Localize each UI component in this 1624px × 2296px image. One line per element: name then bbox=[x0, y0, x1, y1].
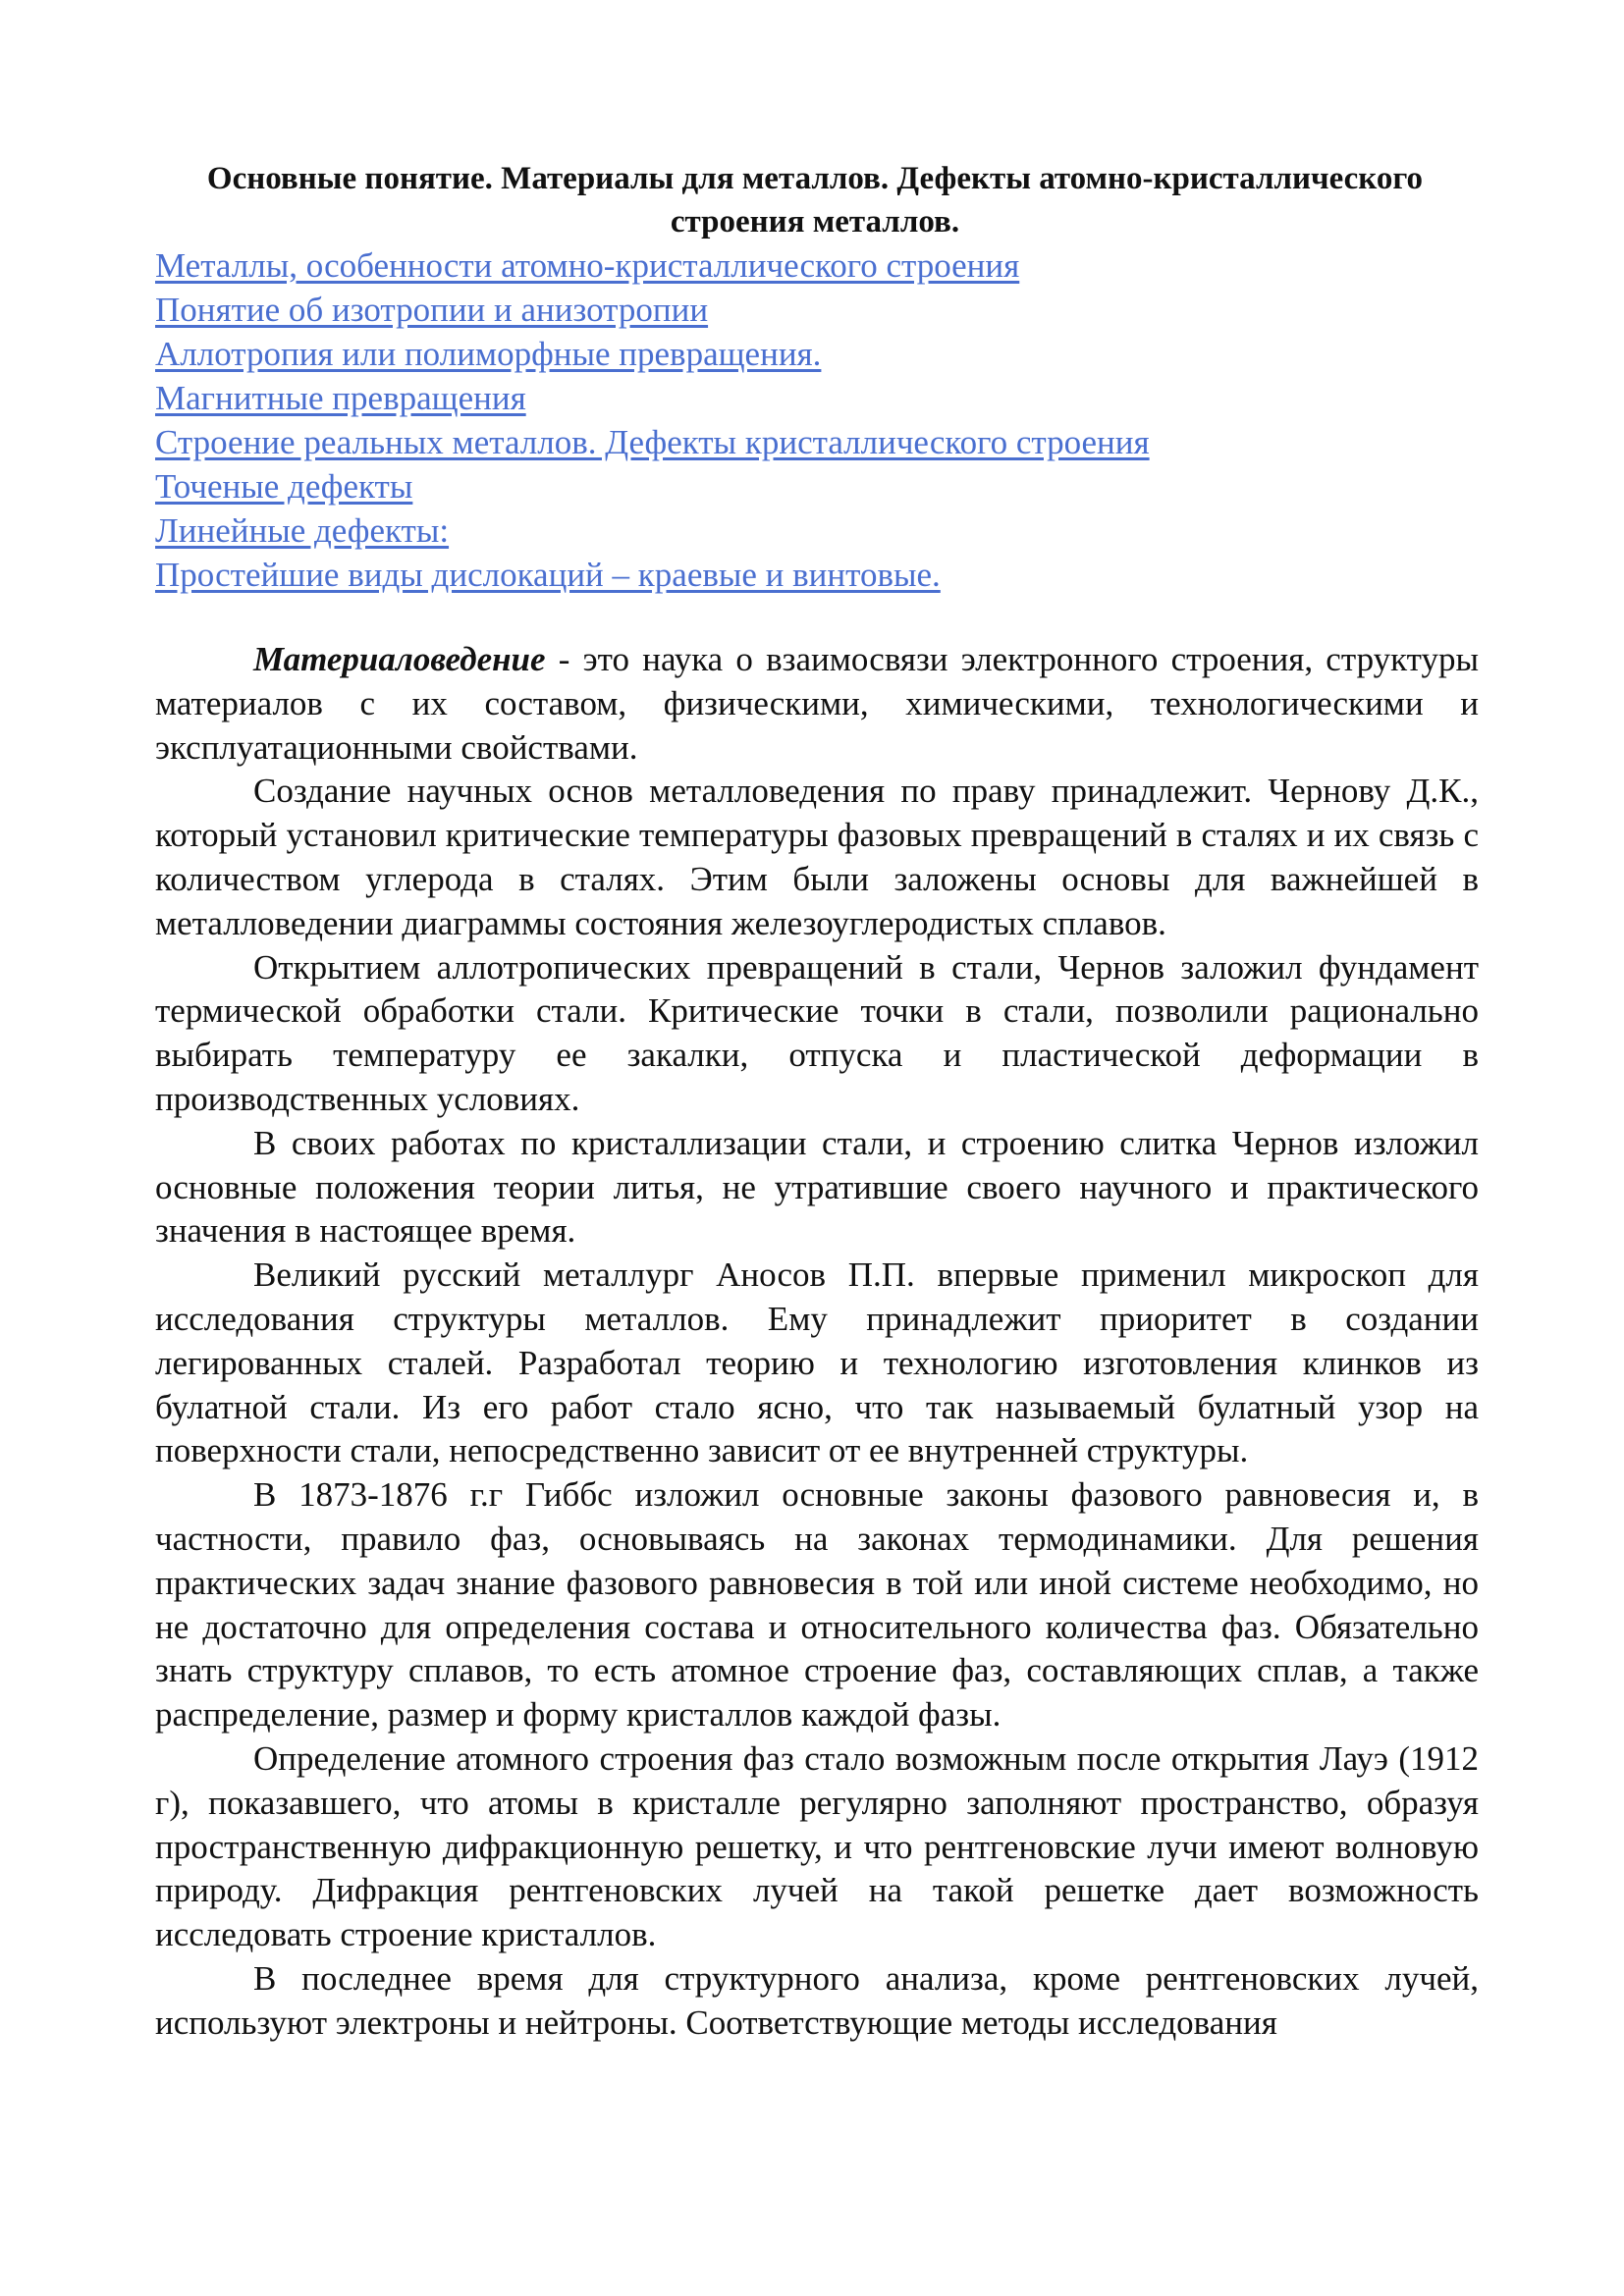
toc-link-point-defects[interactable]: Точеные дефекты bbox=[155, 467, 413, 506]
definition-text: - это наука о взаимосвязи электронного строения, структуры материалов с их составом, физическими, химическими, технологическими и эксплуатационными свойствами. bbox=[155, 640, 1479, 767]
toc-item bbox=[155, 288, 1471, 332]
paragraph: Открытием аллотропических превращений в стали, Чернов заложил фундамент термической обработки стали. Критические точки в стали, позволили рационально выбирать температуру ее закалки, отпуска и пластической деформации в производственных условиях. bbox=[155, 947, 1479, 1118]
toc-link-real-metals[interactable]: Строение реальных металлов. Дефекты кристаллического строения bbox=[155, 423, 1150, 461]
toc-item bbox=[155, 420, 1471, 464]
toc-link-allotropy[interactable]: Аллотропия или полиморфные превращения. bbox=[155, 335, 822, 373]
toc-link-magnetic[interactable]: Магнитные превращения bbox=[155, 379, 526, 417]
defined-term: Материаловедение bbox=[253, 640, 546, 678]
paragraph-definition bbox=[155, 638, 1479, 770]
toc-link-metals-structure[interactable]: Металлы, особенности атомно-кристаллического строения bbox=[155, 246, 1020, 285]
document-title: Основные понятие. Материалы для металлов. Дефекты атомно-кристаллического строения металлов. bbox=[206, 161, 1424, 240]
toc-item bbox=[155, 376, 1471, 420]
toc-item bbox=[155, 464, 1471, 508]
table-of-contents bbox=[155, 243, 1471, 597]
paragraph: В своих работах по кристаллизации стали, и строению слитка Чернов изложил основные положения теории литья, не утратившие своего научного и практического значения в настоящее время. bbox=[155, 1123, 1479, 1251]
paragraph: Определение атомного строения фаз стало возможным после открытия Лауэ (1912 г), показавшего, что атомы в кристалле регулярно заполняют пространство, образуя пространственную дифракционную решетку, и что рентгеновские лучи имеют волновую природу. Дифракция рентгеновских лучей на такой решетке дает возможность исследовать строение кристаллов. bbox=[155, 1738, 1479, 1954]
paragraph: В 1873-1876 г.г Гиббс изложил основные законы фазового равновесия и, в частности, правило фаз, основываясь на законах термодинамики. Для решения практических задач знание фазового равновесия в той или иной системе необходимо, но не достаточно для определения состава и относительного количества фаз. Обязательно знать структуру сплавов, то есть атомное строение фаз, составляющих сплав, а также распределение, размер и форму кристаллов каждой фазы. bbox=[155, 1475, 1479, 1735]
toc-item bbox=[155, 553, 1471, 597]
toc-link-linear-defects[interactable]: Линейные дефекты: bbox=[155, 511, 450, 550]
paragraph: Великий русский металлург Аносов П.П. впервые применил микроскоп для исследования структуры металлов. Ему принадлежит приоритет в создании легированных сталей. Разработал теорию и технологию изготовления клинков из булатной стали. Из его работ стало ясно, что так называемый булатный узор на поверхности стали, непосредственно зависит от ее внутренней структуры. bbox=[155, 1255, 1479, 1470]
document-body bbox=[155, 638, 1479, 2046]
paragraph: Создание научных основ металловедения по праву принадлежит. Чернову Д.К., который установил критические температуры фазовых превращений в сталях и их связь с количеством углерода в сталях. Этим были заложены основы для важнейшей в металловедении диаграммы состояния железоуглеродистых сплавов. bbox=[155, 772, 1479, 942]
toc-item bbox=[155, 243, 1471, 288]
toc-link-isotropy[interactable]: Понятие об изотропии и анизотропии bbox=[155, 291, 709, 329]
toc-item bbox=[155, 508, 1471, 553]
paragraph: В последнее время для структурного анализа, кроме рентгеновских лучей, используют электроны и нейтроны. Соответствующие методы исследования bbox=[155, 1958, 1479, 2042]
toc-item bbox=[155, 332, 1471, 376]
toc-link-dislocations[interactable]: Простейшие виды дислокаций – краевые и винтовые. bbox=[155, 556, 941, 594]
